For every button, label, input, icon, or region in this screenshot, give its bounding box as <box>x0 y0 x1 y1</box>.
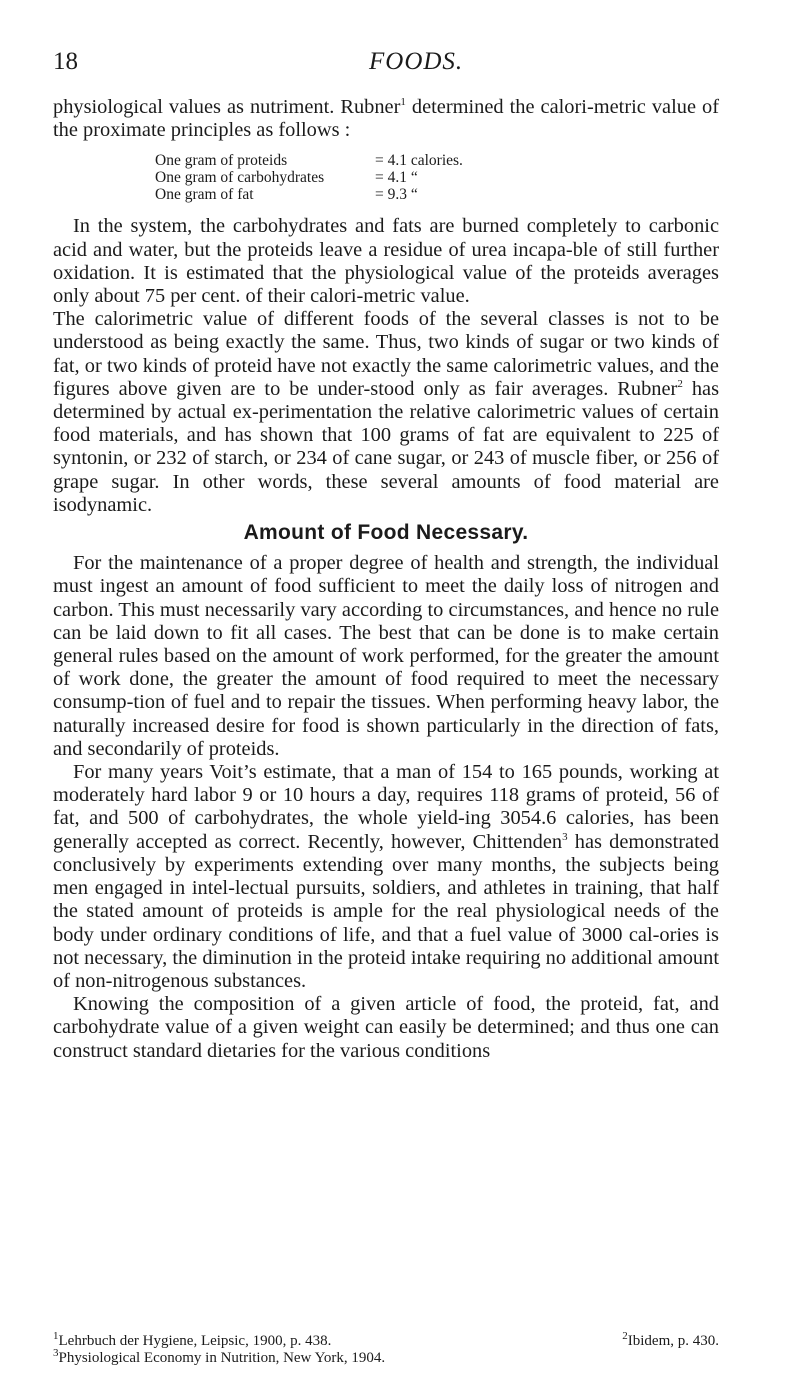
paragraph-2: In the system, the carbohydrates and fats are burned completely to carbonic acid and water, but the proteids leave a residue of urea incapa-ble of still further oxidation. It is estimated that the physiological value of the proteids averages only about 75 per cent. of their calori-metric value. <box>53 215 719 308</box>
paragraph-3: The calorimetric value of different foods of the several classes is not to be understood as being exactly the same. Thus, two kinds of sugar or two kinds of fat, or two kinds of proteid have not exactly the same calorimetric values, and the figures above given are to be under-stood only as fair averages. Rubner$^2$ has determined by actual ex-perimentation the relative calorimetric values of certain food materials, and has shown that 100 grams of fat are equivalent to 225 of syntonin, or 232 of starch, or 234 of cane sugar, or 243 of muscle fiber, or 256 of grape sugar. In other words, these several amounts of food material are isodynamic. <box>53 308 720 516</box>
paragraph-4: For the maintenance of a proper degree of health and strength, the individual must ingest an amount of food sufficient to meet the daily loss of nitrogen and carbon. This must necessarily vary according to circumstances, and hence no rule can be laid down to fit all cases. The best that can be done is to make certain general rules based on the amount of work performed, for the greater the amount of work done, the greater the amount of food required to meet the necessary consump-tion of fuel and to repair the tissues. When performing heavy labor, the naturally increased desire for food is shown particularly in the direction of fats, and secondarily of proteids. <box>53 552 719 760</box>
footnote-ref-1: 1 <box>400 96 406 109</box>
running-title: FOODS. <box>369 48 464 75</box>
footnotes <box>53 1330 719 1367</box>
footnote-3: $^3$Physiological Economy in Nutrition, New York, 1904. <box>53 1347 386 1366</box>
paragraph-6: Knowing the composition of a given article of food, the proteid, fat, and carbohydrate value of a given weight can easily be determined; and thus one can construct standard dietaries for the various conditions <box>53 993 719 1062</box>
table-row: One gram of fat = 9.3 “ <box>155 186 418 204</box>
section-heading: Amount of Food Necessary. <box>243 521 529 545</box>
table-row: One gram of carbohydrates = 4.1 “ <box>155 169 418 187</box>
page-number: 18 <box>53 48 78 75</box>
paragraph-1: physiological values as nutriment. Rubner$^1$ determined the calori-metric value of the proximate principles as follows : <box>53 96 719 142</box>
footnote-ref-2: 2 <box>677 378 683 391</box>
body-text <box>53 96 719 1063</box>
table-row: One gram of proteids = 4.1 calories. <box>155 152 463 170</box>
page-header <box>53 48 718 78</box>
calorie-table <box>53 152 719 203</box>
footnote-ref-3: 3 <box>562 830 568 843</box>
footnote-2: $^2$Ibidem, p. 430. <box>622 1330 719 1349</box>
footnote-1: $^1$Lehrbuch der Hygiene, Leipsic, 1900, p. 438. <box>53 1330 332 1349</box>
paragraph-5: For many years Voit’s estimate, that a man of 154 to 165 pounds, working at moderately hard labor 9 or 10 hours a day, requires 118 grams of proteid, 56 of fat, and 500 of carbohydrates, the whole yield-ing 3054.6 calories, has been generally accepted as correct. Recently, however, Chittenden$^3$ has demonstrated conclusively by experiments extending over many months, the subjects being men engaged in intel-lectual pursuits, soldiers, and athletes in training, that half the stated amount of proteids is ample for the real physiological needs of the body under ordinary conditions of life, and that a fuel value of 3000 cal-ories is not necessary, the diminution in the proteid intake requiring no additional amount of non-nitrogenous substances. <box>53 761 719 992</box>
